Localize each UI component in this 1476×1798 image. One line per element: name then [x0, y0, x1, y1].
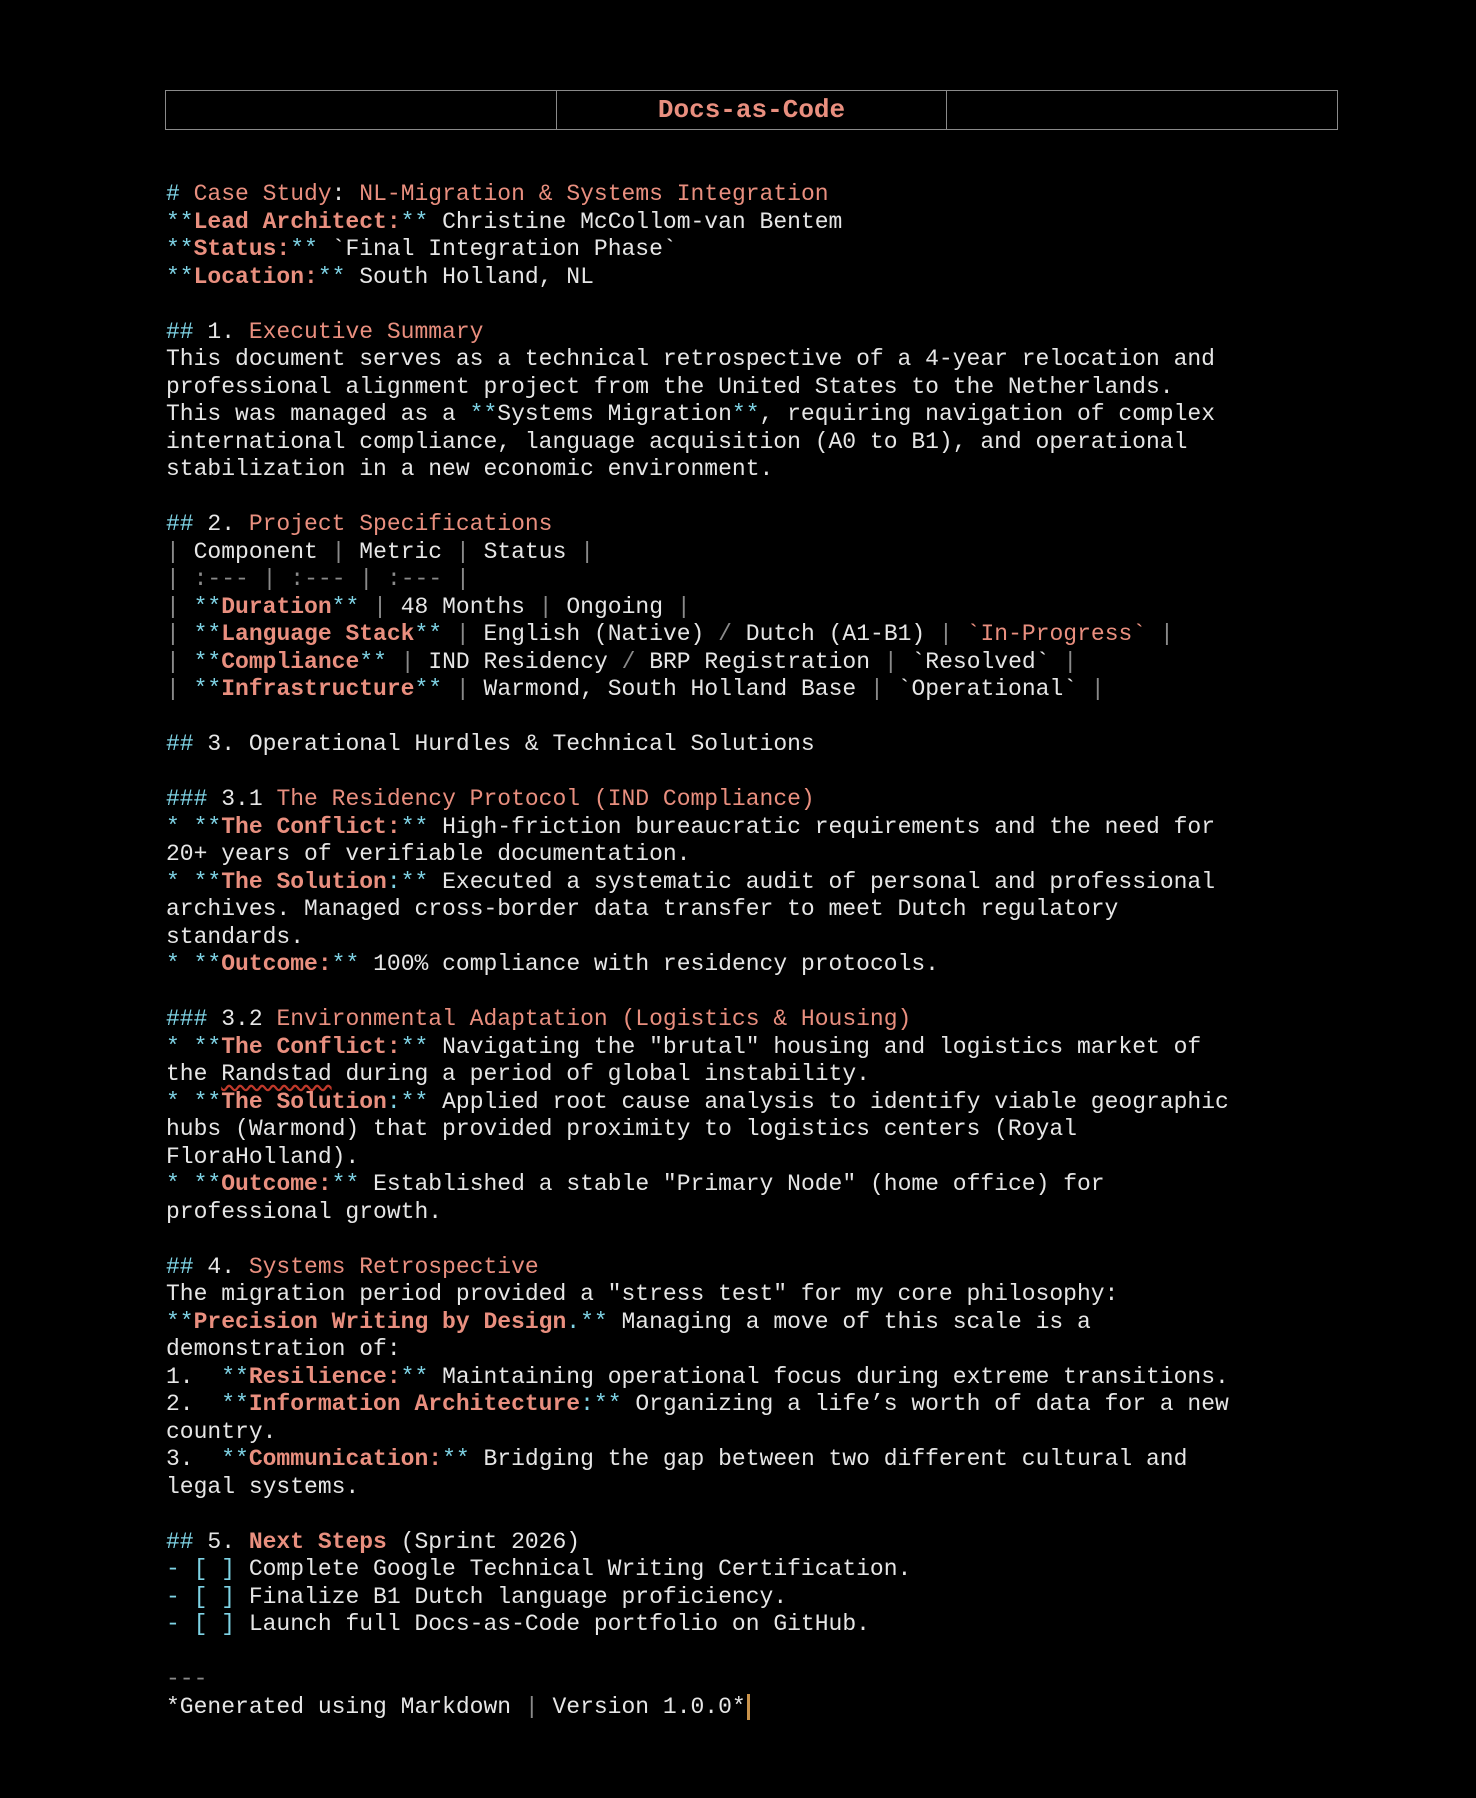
task-item: - [ ] Launch full Docs-as-Code portfolio on GitHub.: [166, 1611, 870, 1637]
task-item: - [ ] Complete Google Technical Writing Certification.: [166, 1556, 912, 1582]
footer-line: *Generated using Markdown | Version 1.0.0*: [166, 1694, 1346, 1722]
text-cursor: [747, 1694, 750, 1720]
doc-title-line: # Case Study: NL-Migration & Systems Integration: [166, 181, 829, 207]
s3-2-conflict: * **The Conflict:** Navigating the "brutal" housing and logistics market of: [166, 1033, 1202, 1060]
spellcheck-word[interactable]: Randstad: [221, 1061, 332, 1087]
s3-1-outcome: * **Outcome:** 100% compliance with residency protocols.: [166, 951, 939, 977]
section-2-heading: ## 2. Project Specifications: [166, 511, 553, 537]
table-row: | **Infrastructure** | Warmond, South Holland Base | `Operational` |: [166, 676, 1105, 702]
tab-left[interactable]: [166, 91, 557, 129]
horizontal-rule: ---: [166, 1666, 208, 1692]
tab-right[interactable]: [947, 91, 1337, 129]
precision-writing-line: **Precision Writing by Design.** Managing a move of this scale is a: [166, 1308, 1091, 1335]
table-header-row: | Component | Metric | Status |: [166, 538, 595, 565]
s1-line-3: This was managed as a **Systems Migration**, requiring navigation of complex: [166, 401, 1215, 427]
list-item: 2. **Information Architecture:** Organizing a life’s worth of data for a new: [166, 1391, 1229, 1417]
doc-title: NL-Migration & Systems Integration: [359, 181, 829, 207]
table-row: | **Language Stack** | English (Native) / Dutch (A1-B1) | `In-Progress` |: [166, 621, 1174, 647]
section-1-heading: ## 1. Executive Summary: [166, 318, 484, 345]
s3-1-conflict: * **The Conflict:** High-friction bureaucratic requirements and the need for: [166, 813, 1216, 840]
s1-line-4: international compliance, language acquisition (A0 to B1), and operational: [166, 428, 1188, 455]
s1-line-1: This document serves as a technical retrospective of a 4-year relocation and: [166, 346, 1215, 372]
table-row: | **Duration** | 48 Months | Ongoing |: [166, 593, 691, 620]
s1-line-2: professional alignment project from the United States to the Netherlands.: [166, 373, 1174, 400]
table-align-row: | :--- | :--- | :--- |: [166, 566, 470, 592]
table-row: | **Compliance** | IND Residency / BRP Registration | `Resolved` |: [166, 648, 1078, 675]
s3-2-outcome: * **Outcome:** Established a stable "Primary Node" (home office) for: [166, 1171, 1105, 1197]
section-5-heading: ## 5. Next Steps (Sprint 2026): [166, 1528, 581, 1555]
subsection-3-1-heading: ### 3.1 The Residency Protocol (IND Compliance): [166, 786, 815, 812]
markdown-editor[interactable]: # Case Study: NL-Migration & Systems Integration **Lead Architect:** Christine McCollom-van Bentem **Status:** `Final Integration Phase` **Location:** South Holland, NL ## 1. Executive Summary This document serves as a technical retrospective of a 4-year relocation and professional alignment project from the United States to the Netherlands. This was managed as a **Systems Migration**, requiring navigation of complex international compliance, language acquisition (A0 to B1), and operational stabilization in a new economic environment. ## 2. Project Specifications | Component | Metric | Status | | :--- | :--- | :--- | | **Duration** | 48 Months | Ongoing | | **Language Stack** | English (Native) / Dutch (A1-B1) | `In-Progress` | | **Compliance** | IND Residency / BRP Registration | `Resolved` | | **Infrastructure** | Warmond, South Holland Base | `Operational` | ## 3. Operational Hurdles & Technical Solutions ### 3.1 The Residency Protocol (IND Compliance) * **The Conflict:** High-friction bureaucratic requirements and the need for 20+ years of verifiable documentation. * **The Solution:** Executed a systematic audit of personal and professional archives. Managed cross-border data transfer to meet Dutch regulatory standards. * **Outcome:** 100% compliance with residency protocols. ### 3.2 Environmental Adaptation (Logistics & Housing) * **The Conflict:** Navigating the "brutal" housing and logistics market of the Randstad during a period of global instability. * **The Solution:** Applied root cause analysis to identify viable geographic hubs (Warmond) that provided proximity to logistics centers (Royal FloraHolland). * **Outcome:** Established a stable "Primary Node" (home office) for professional growth. ## 4. Systems Retrospective The migration period provided a "stress test" for my core philosophy: **Precision Writing by Design.** Managing a move of this scale is a demonstration of: 1. **Resilience:** Maintaining operational focus during extreme transitions. 2. **Information Architecture:** Organizing a life’s worth of data for a new country. 3. **Communication:** Bridging the gap between two different cultural and legal systems. ## 5. Next Steps (Sprint 2026) - [ ] Complete Google Technical Writing Certification. - [ ] Finalize B1 Dutch language proficiency. - [ ] Launch full Docs-as-Code portfolio on GitHub. --- *Generated using Markdown | Version 1.0.0*: [166, 181, 1346, 1721]
tab-bar: [165, 90, 1338, 130]
list-item: 1. **Resilience:** Maintaining operational focus during extreme transitions.: [166, 1363, 1229, 1390]
meta-lead-architect: **Lead Architect:** Christine McCollom-van Bentem: [166, 208, 843, 235]
section-3-heading: ## 3. Operational Hurdles & Technical Solutions: [166, 731, 815, 757]
s1-line-5: stabilization in a new economic environment.: [166, 456, 774, 482]
s3-1-solution: * **The Solution:** Executed a systematic audit of personal and professional: [166, 868, 1216, 895]
section-4-heading: ## 4. Systems Retrospective: [166, 1253, 539, 1280]
list-item: 3. **Communication:** Bridging the gap between two different cultural and: [166, 1446, 1188, 1472]
meta-location: **Location:** South Holland, NL: [166, 263, 594, 290]
meta-status: **Status:** `Final Integration Phase`: [166, 236, 677, 262]
subsection-3-2-heading: ### 3.2 Environmental Adaptation (Logistics & Housing): [166, 1006, 912, 1032]
s3-2-solution: * **The Solution:** Applied root cause analysis to identify viable geographic: [166, 1088, 1229, 1115]
tab-docs-as-code[interactable]: Docs-as-Code: [557, 91, 948, 129]
task-item: - [ ] Finalize B1 Dutch language proficiency.: [166, 1583, 788, 1610]
